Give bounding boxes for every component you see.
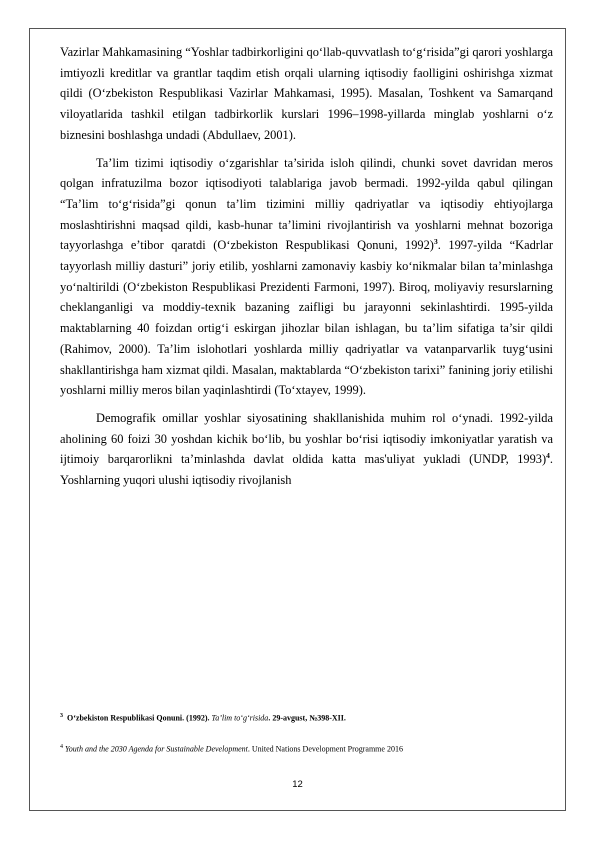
footnote-4-number: 4 — [60, 744, 63, 750]
footnote-4-rest: . United Nations Development Programme 2016 — [247, 744, 403, 754]
footnote-3-number: 3 — [60, 713, 63, 719]
footnote-ref-3[interactable]: 3 — [433, 237, 438, 247]
page-number: 12 — [292, 779, 303, 790]
paragraph-2 — [60, 153, 553, 401]
footnote-3-title: Ta’lim to‘g‘risida — [211, 713, 269, 723]
paragraph-3-text-b: . Yoshlarning yuqori ulushi iqtisodiy rivojlanish — [60, 452, 553, 488]
paragraph-1: Vazirlar Mahkamasining “Yoshlar tadbirkorligini qo‘llab-quvvatlash to‘g‘risida”gi qarori yoshlarga imtiyozli kreditlar va grantlar taqdim etish orqali ularning iqtisodiy faolligini oshirishga xizmat qildi (O‘zbekiston Respublikasi Vazirlar Mahkamasi, 1995). Masalan, Toshkent va Samarqand viloyatlarida tashkil etilgan tadbirkorlik kurslari 1996–1998-yillarda minglab yoshlarni o‘z biznesini boshlashga undadi (Abdullaev, 2001). — [60, 45, 553, 142]
footnote-3 — [60, 711, 553, 724]
footnote-4 — [60, 742, 553, 755]
document-body — [60, 42, 553, 491]
paragraph-2-text-a: Ta’lim tizimi iqtisodiy o‘zgarishlar ta’sirida isloh qilindi, chunki sovet davridan meros qolgan infratuzilma bozor iqtisodiyoti talablariga javob bermadi. 1992-yilda qabul qilingan “Ta’lim to‘g‘risida”gi qonun ta’lim tizimini milliy qadriyatlar va iqtisodiy ehtiyojlarga moslashtirishni maqsad qildi, kasb-hunar ta’limini rivojlantirish va yoshlarni mehnat bozoriga tayyorlashga e’tibor qaratdi (O‘zbekiston Respublikasi Qonuni, 1992) — [60, 155, 553, 253]
paragraph-3 — [60, 408, 553, 491]
paragraph-2-text-b: . 1997-yilda “Kadrlar tayyorlash milliy dasturi” joriy etilib, yoshlarni zamonaviy kasbiy ko‘nikmalar bilan ta’minlashga yo‘naltirildi (O‘zbekiston Respublikasi Prezidenti Farmoni, 1997). Biroq, moliyaviy resurslarning cheklanganligi va moddiy-texnik bazaning zaifligi bu jarayonni sekinlashtirdi. 1995-yilda maktablarning 40 foizdan ortig‘i eskirgan jihozlar bilan ishlagan, bu ta’lim sifatiga ta’sir qildi (Rahimov, 2000). Ta’lim islohotlari yoshlarda milliy qadriyatlar va vatanparvarlik tuyg‘usini shakllantirishga ham xizmat qildi. Masalan, maktablarda “O‘zbekiston tarixi” fanining joriy etilishi yoshlarni milliy meros bilan yaqinlashtirdi (To‘xtayev, 1999). — [60, 238, 553, 398]
footnote-4-title: Youth and the 2030 Agenda for Sustainable Development — [65, 744, 248, 754]
footnote-3-rest: . 29-avgust, №398-XII. — [268, 713, 346, 723]
footnote-3-text: O‘zbekiston Respublikasi Qonuni. (1992). — [65, 713, 212, 723]
paragraph-3-text-a: Demografik omillar yoshlar siyosatining shakllanishida muhim rol o‘ynadi. 1992-yilda aholining 60 foizi 30 yoshdan kichik bo‘lib, bu yoshlar bo‘risi iqtisodiy imkoniyatlar yaratish va ijtimoiy barqarorlikni ta’minlashda davlat oldida katta mas'uliyat yukladi (UNDP, 1993) — [60, 410, 553, 467]
footnote-ref-4[interactable]: 4 — [546, 451, 550, 461]
